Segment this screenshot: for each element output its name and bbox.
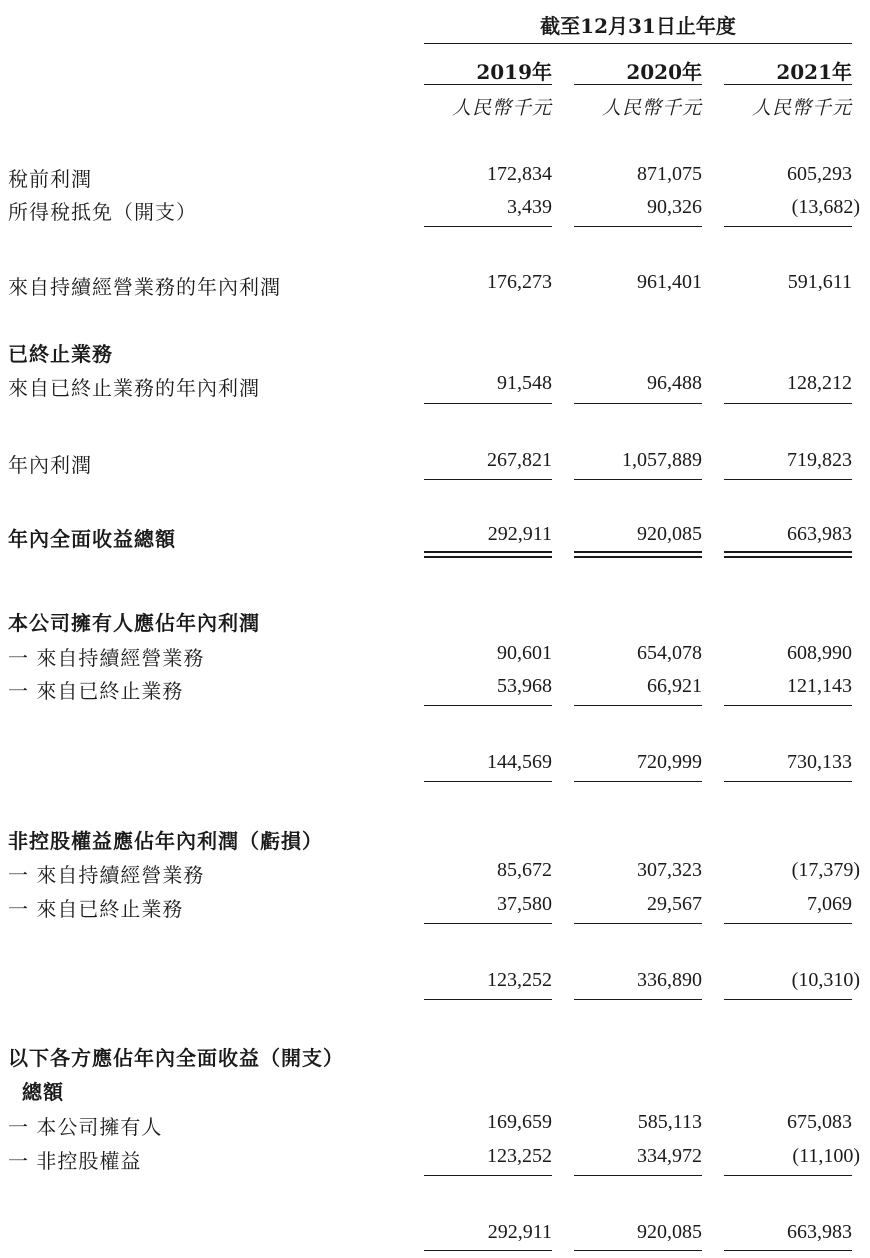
row-label: 稅前利潤 [8,167,92,191]
row-pretax-profit [0,163,870,193]
total-double-rule [424,551,552,558]
subtotal-rule [424,781,552,782]
subtotal-rule [724,923,852,924]
value-2019: 53,968 [497,675,552,697]
row-label: 年內利潤 [8,453,92,477]
year-rule [724,84,852,85]
row-label: 一 來自持續經營業務 [8,646,205,670]
section-heading: 已終止業務 [8,342,113,366]
row-owners-continuing [0,642,870,672]
value-2020: 96,488 [647,372,702,394]
value-2021: 128,212 [787,372,852,394]
value-2020: 336,890 [637,969,702,991]
row-label: 一 來自已終止業務 [8,897,184,921]
row-income-tax [0,196,870,226]
subtotal-rule [724,1250,852,1251]
value-2021: 719,823 [787,449,852,471]
value-2019: 90,601 [497,642,552,664]
value-2019: 172,834 [487,163,552,185]
subtotal-rule [724,781,852,782]
value-2019: 267,821 [487,449,552,471]
subtotal-rule [424,226,552,227]
total-double-rule [724,551,852,558]
subtotal-rule [574,1175,702,1176]
value-2020: 334,972 [637,1145,702,1167]
row-total-comprehensive-income [0,523,870,553]
value-2021: (11,100) [792,1145,860,1167]
value-2021: 675,083 [787,1111,852,1133]
row-ci-heading [0,1042,870,1072]
row-discontinued-profit [0,372,870,402]
value-2020: 961,401 [637,271,702,293]
row-owners-total [0,751,870,781]
value-2019: 3,439 [507,196,552,218]
section-heading: 以下各方應佔年內全面收益（開支） [8,1046,344,1070]
value-2021: 663,983 [787,523,852,545]
value-2019: 123,252 [487,1145,552,1167]
header-rule [424,43,852,44]
subtotal-rule [724,479,852,480]
total-double-rule [574,551,702,558]
row-nci-discontinued [0,893,870,923]
value-2019: 169,659 [487,1111,552,1133]
subtotal-rule [574,999,702,1000]
value-2020: 720,999 [637,751,702,773]
value-2019: 85,672 [497,859,552,881]
value-2020: 307,323 [637,859,702,881]
subtotal-rule [574,479,702,480]
row-continuing-profit [0,271,870,301]
section-heading: 本公司擁有人應佔年內利潤 [8,611,260,635]
value-2020: 920,085 [637,1221,702,1243]
subtotal-rule [424,705,552,706]
value-2021: (13,682) [791,196,860,218]
row-ci-nci [0,1145,870,1175]
row-owners-heading [0,607,870,637]
row-label: 所得稅抵免（開支） [8,200,197,224]
row-ci-total [0,1221,870,1251]
value-2020: 585,113 [637,1111,702,1133]
row-ci-heading-cont [0,1076,870,1106]
subtotal-rule [424,403,552,404]
value-2021: 608,990 [787,642,852,664]
unit-label-2020: 人民幣千元 [601,97,702,119]
year-2019-header: 2019年 [476,60,552,84]
value-2020: 29,567 [647,893,702,915]
year-2020-header: 2020年 [626,60,702,84]
row-year-profit [0,449,870,479]
value-2020: 1,057,889 [622,449,702,471]
subtotal-rule [424,999,552,1000]
section-heading-continued: 總額 [22,1080,64,1104]
value-2019: 37,580 [497,893,552,915]
row-label: 一 來自持續經營業務 [8,863,205,887]
unit-label-2021: 人民幣千元 [751,97,852,119]
value-2020: 66,921 [647,675,702,697]
unit-label-2019: 人民幣千元 [451,97,552,119]
subtotal-rule [724,705,852,706]
row-nci-total [0,969,870,999]
value-2020: 871,075 [637,163,702,185]
subtotal-rule [574,403,702,404]
value-2019: 292,911 [487,1221,552,1243]
value-2019: 144,569 [487,751,552,773]
value-2021: 730,133 [787,751,852,773]
row-nci-heading [0,825,870,855]
subtotal-rule [424,479,552,480]
value-2019: 91,548 [497,372,552,394]
subtotal-rule [424,923,552,924]
period-heading: 截至12月31日止年度 [540,14,736,38]
row-label: 來自持續經營業務的年內利潤 [8,275,281,299]
subtotal-rule [424,1250,552,1251]
subtotal-rule [724,226,852,227]
value-2020: 654,078 [637,642,702,664]
value-2021: (10,310) [791,969,860,991]
year-rule [574,84,702,85]
value-2021: 605,293 [787,163,852,185]
subtotal-rule [574,1250,702,1251]
value-2020: 920,085 [637,523,702,545]
row-label: 年內全面收益總額 [8,527,176,551]
subtotal-rule [724,1175,852,1176]
subtotal-rule [574,226,702,227]
subtotal-rule [424,1175,552,1176]
subtotal-rule [574,781,702,782]
value-2020: 90,326 [647,196,702,218]
subtotal-rule [574,705,702,706]
value-2021: 663,983 [787,1221,852,1243]
subtotal-rule [724,403,852,404]
section-heading: 非控股權益應佔年內利潤（虧損） [8,829,323,853]
row-ci-owners [0,1111,870,1141]
year-2021-header: 2021年 [776,60,852,84]
value-2021: (17,379) [791,859,860,881]
row-nci-continuing [0,859,870,889]
row-label: 一 來自已終止業務 [8,679,184,703]
value-2019: 292,911 [487,523,552,545]
row-label: 一 本公司擁有人 [8,1115,163,1139]
subtotal-rule [724,999,852,1000]
value-2021: 121,143 [787,675,852,697]
row-label: 一 非控股權益 [8,1149,142,1173]
row-owners-discontinued [0,675,870,705]
value-2021: 7,069 [807,893,852,915]
row-discontinued-heading [0,338,870,368]
value-2019: 176,273 [487,271,552,293]
year-rule [424,84,552,85]
row-label: 來自已終止業務的年內利潤 [8,376,260,400]
subtotal-rule [574,923,702,924]
value-2021: 591,611 [787,271,852,293]
value-2019: 123,252 [487,969,552,991]
